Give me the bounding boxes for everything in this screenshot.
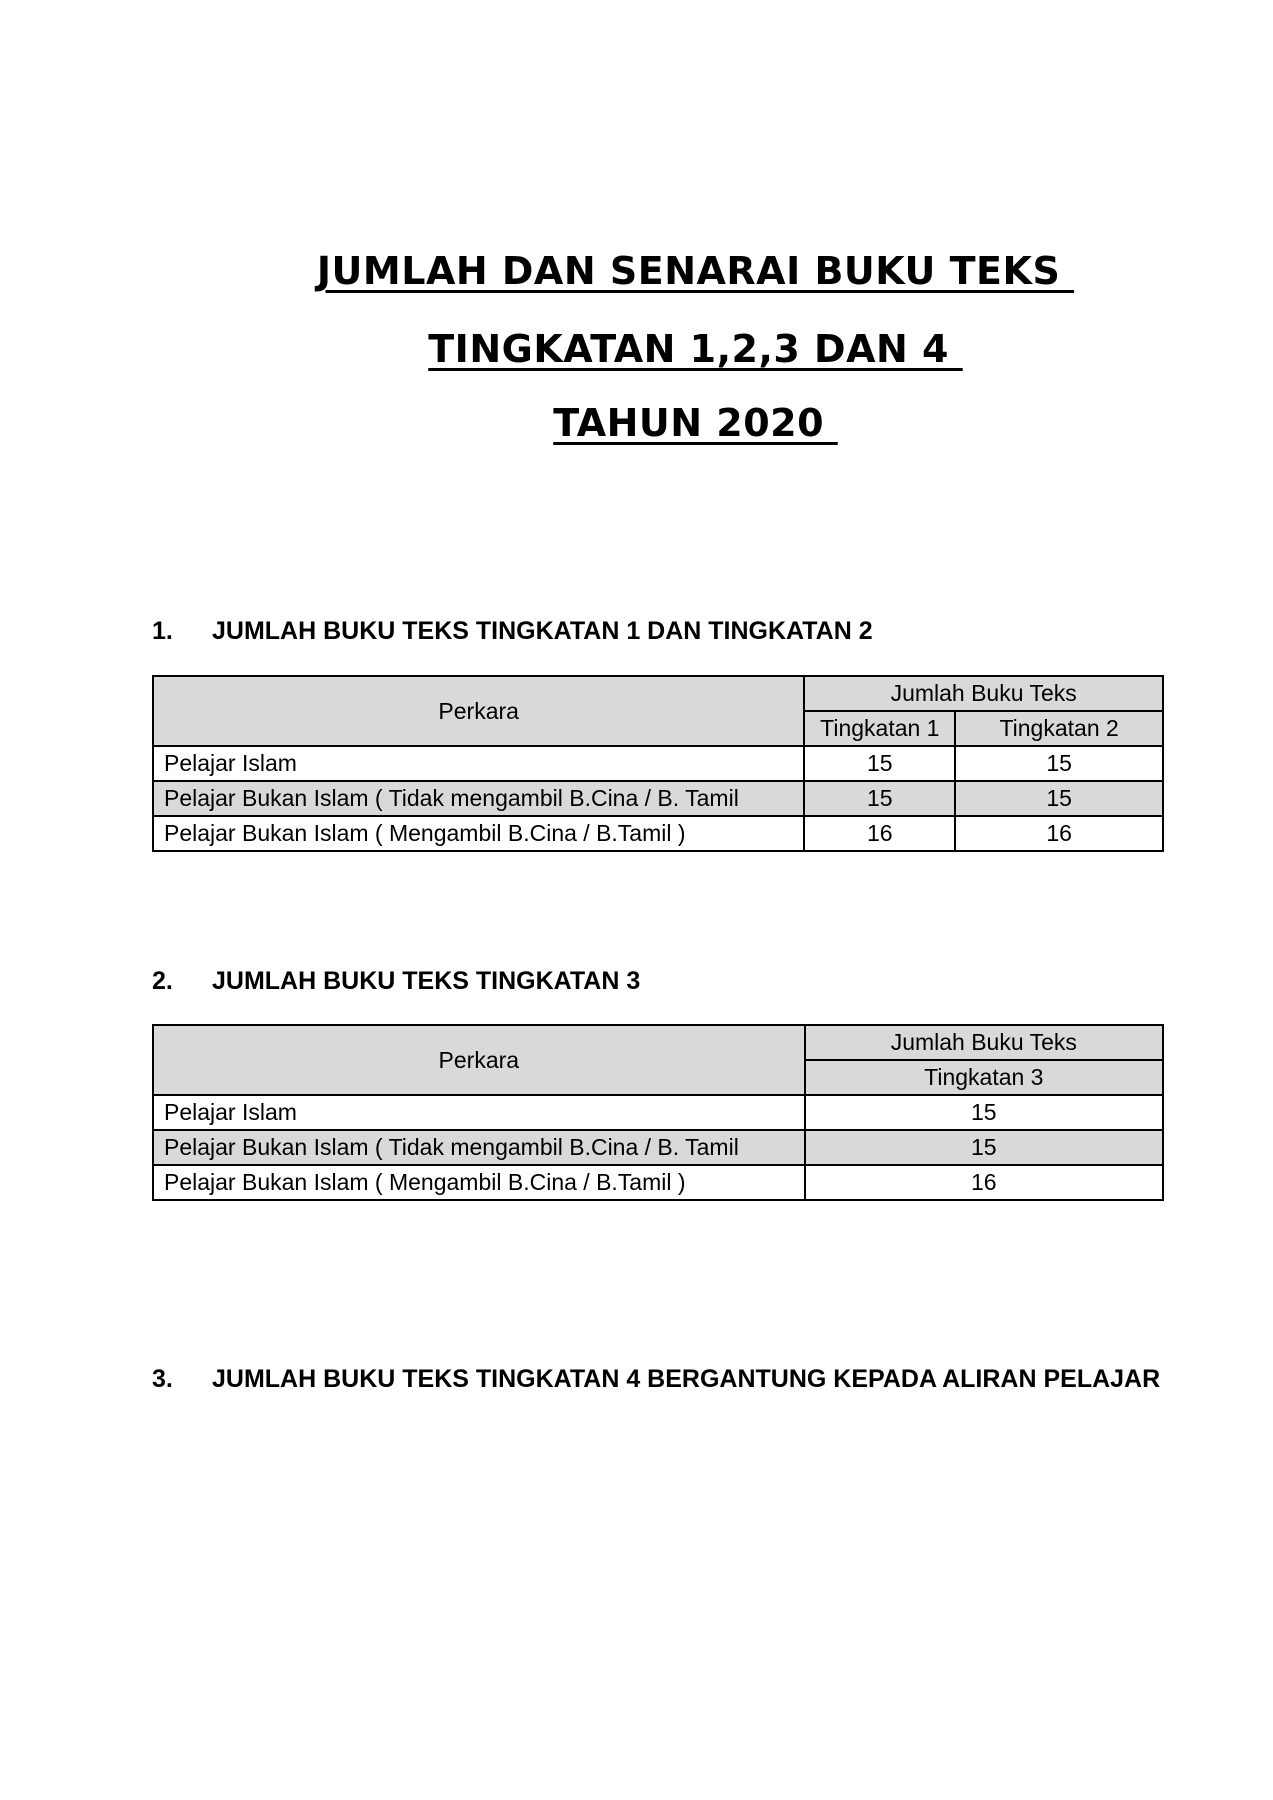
col-header-jumlah: Jumlah Buku Teks [804,676,1163,711]
col-header-jumlah: Jumlah Buku Teks [805,1025,1163,1060]
section-number: 2. [152,967,173,995]
section-number: 1. [152,617,173,645]
section-title: JUMLAH BUKU TEKS TINGKATAN 1 DAN TINGKATAN 2 [212,617,873,645]
title-line-2: TINGKATAN 1,2,3 DAN 4 [428,327,963,371]
col-header-perkara: Perkara [153,1025,805,1095]
row-label: Pelajar Islam [153,1095,805,1130]
table-row [153,746,1163,781]
section-2-heading [152,966,640,996]
table-header-row [153,676,1163,711]
table-tingkatan-1-2 [152,675,1164,852]
section-title: JUMLAH BUKU TEKS TINGKATAN 4 BERGANTUNG KEPADA ALIRAN PELAJAR [212,1365,1161,1393]
table-row [153,1095,1163,1130]
table-header-row [153,1025,1163,1060]
section-number: 3. [152,1365,173,1393]
col-header-tingkatan-2: Tingkatan 2 [955,711,1163,746]
table-row [153,1165,1163,1200]
row-value: 15 [955,746,1163,781]
row-value: 15 [955,781,1163,816]
section-3-heading [152,1364,1160,1394]
section-title: JUMLAH BUKU TEKS TINGKATAN 3 [212,967,641,995]
row-value: 16 [955,816,1163,851]
row-label: Pelajar Bukan Islam ( Mengambil B.Cina / B.Tamil ) [153,1165,805,1200]
table-tingkatan-3 [152,1024,1164,1201]
section-1-heading [152,616,873,646]
table-row [153,816,1163,851]
col-header-tingkatan-1: Tingkatan 1 [804,711,955,746]
row-label: Pelajar Bukan Islam ( Tidak mengambil B.Cina / B. Tamil [153,781,804,816]
row-label: Pelajar Islam [153,746,804,781]
title-line-3: TAHUN 2020 [553,401,838,445]
row-value: 16 [804,816,955,851]
title-line-1: JUMLAH DAN SENARAI BUKU TEKS [316,249,1075,293]
table-row [153,781,1163,816]
row-label: Pelajar Bukan Islam ( Tidak mengambil B.Cina / B. Tamil [153,1130,805,1165]
col-header-perkara: Perkara [153,676,804,746]
row-label: Pelajar Bukan Islam ( Mengambil B.Cina / B.Tamil ) [153,816,804,851]
row-value: 15 [805,1095,1163,1130]
row-value: 16 [805,1165,1163,1200]
col-header-tingkatan-3: Tingkatan 3 [805,1060,1163,1095]
table-row [153,1130,1163,1165]
row-value: 15 [804,781,955,816]
row-value: 15 [805,1130,1163,1165]
row-value: 15 [804,746,955,781]
